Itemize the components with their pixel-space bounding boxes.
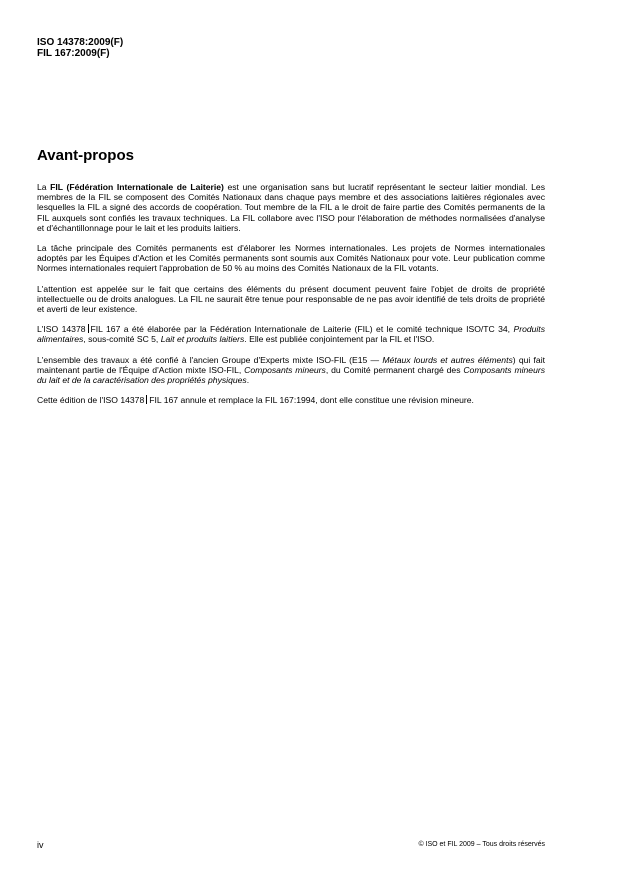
p5-italic-committee: Composants mineurs du lait et de la caractérisation des propriétés physiques	[37, 364, 546, 386]
p5-text-d: .	[246, 375, 250, 386]
paragraph-work-group	[37, 355, 545, 386]
p6-text-a: Cette édition de l'ISO 14378	[37, 395, 145, 406]
p1-bold-fil: FIL (Fédération Internationale de Laiterie)	[50, 182, 224, 192]
paragraph-committees: La tâche principale des Comités permanents est d'élaborer les Normes internationales. Les projets de Normes internationales adoptés par les Équipes d'Action et les Comités permanents sont soumis aux Comités Nationaux pour vote. Leur publication comme Normes internationales requiert l'approbation de 50 % au moins des Comités Nationaux de la FIL votants.	[37, 243, 545, 274]
p1-text-a: La	[37, 182, 51, 192]
separator-bar	[146, 395, 147, 404]
p4-italic-lait: Lait et produits laitiers	[160, 334, 245, 345]
p5-italic-metaux: Métaux lourds et autres éléments	[382, 354, 513, 365]
document-header	[37, 37, 123, 59]
p4-text-c: , sous-comité SC 5,	[83, 334, 161, 345]
document-body	[37, 182, 545, 415]
p4-italic-produits: Produits alimentaires	[37, 324, 545, 345]
p4-text-d: . Elle est publiée conjointement par la FIL et l'ISO.	[244, 334, 435, 345]
p4-text-b: FIL 167 a été élaborée par la Fédération Internationale de Laiterie (FIL) et le comité technique ISO/TC 34,	[90, 324, 514, 335]
p5-text-b: ) qui fait maintenant partie de l'Équipe d'Action mixte ISO-FIL,	[37, 354, 545, 375]
page-title: Avant-propos	[37, 147, 134, 164]
paragraph-preparation	[37, 324, 545, 344]
p6-text-b: FIL 167 annule et remplace la FIL 167:1994, dont elle constitue une révision mineure.	[149, 395, 474, 406]
paragraph-fil-intro	[37, 182, 545, 233]
p5-text-a: L'ensemble des travaux a été confié à l'ancien Groupe d'Experts mixte ISO-FIL (E15 —	[37, 354, 383, 365]
separator-bar	[88, 324, 89, 333]
header-iso-reference: ISO 14378:2009(F)	[37, 37, 124, 48]
p1-text-b: est une organisation sans but lucratif représentant le secteur laitier mondial. Les membres de la FIL se composent des Comités Nationaux dans chaque pays membre et des associations laitières régionales avec lesquelles la FIL a signé des accords de coopération. Tout membre de la FIL a le droit de faire partie des Comités permanents de la FIL auxquels sont confiés les travaux techniques. La FIL collabore avec l'ISO pour l'élaboration de méthodes normalisées d'analyse et d'échantillonnage pour le lait et les produits laitiers.	[37, 182, 545, 233]
p4-text-a: L'ISO 14378	[37, 324, 86, 335]
paragraph-edition	[37, 395, 545, 405]
p5-italic-composants: Composants mineurs	[244, 364, 326, 375]
p5-text-c: , du Comité permanent chargé des	[325, 364, 464, 375]
copyright-notice: © ISO et FIL 2009 – Tous droits réservés	[418, 841, 545, 848]
header-fil-reference: FIL 167:2009(F)	[37, 48, 110, 59]
paragraph-patent-notice: L'attention est appelée sur le fait que certains des éléments du présent document peuvent faire l'objet de droits de propriété intellectuelle ou de droits analogues. La FIL ne saurait être tenue pour responsable de ne pas avoir identifié de tels droits de propriété et averti de leur existence.	[37, 283, 545, 315]
page-number: iv	[37, 840, 44, 850]
